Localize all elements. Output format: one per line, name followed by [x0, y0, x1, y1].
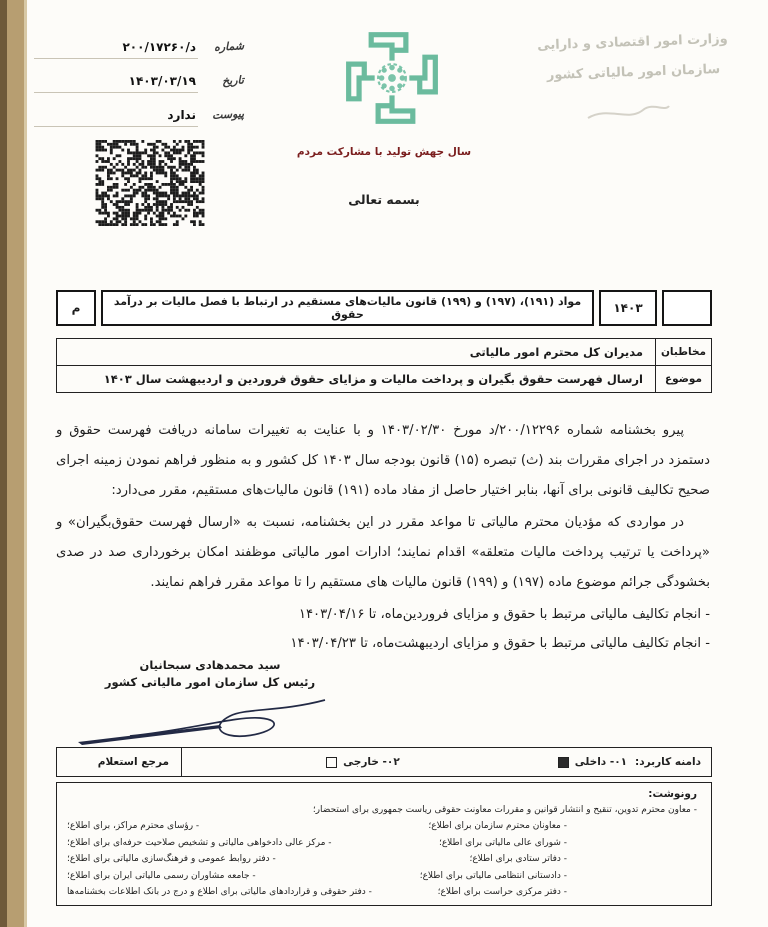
- subject-row: [57, 366, 711, 392]
- cc-distribution-box: [56, 782, 712, 906]
- cc-item: - دفتر مرکزی حراست برای اطلاع؛: [437, 887, 567, 897]
- date-label: تاریخ: [221, 73, 245, 88]
- cc-left-column: [67, 818, 382, 901]
- signature-block: [90, 658, 330, 689]
- cc-item: - شورای عالی مالیاتی برای اطلاع؛: [438, 837, 567, 848]
- cc-item: - جامعه مشاوران رسمی مالیاتی ایران برای اطلاع؛: [67, 870, 256, 881]
- deadline-bullets: [56, 600, 710, 658]
- number-value: ۲۰۰/۱۷۲۶۰/د: [122, 40, 196, 54]
- attachment-underline: [34, 126, 198, 127]
- cc-columns: [67, 818, 697, 901]
- number-label: شماره: [213, 39, 245, 54]
- internal-checkbox-checked: [558, 757, 569, 768]
- classification-year-box: ۱۴۰۳: [599, 290, 657, 326]
- cc-item: - معاونان محترم سازمان برای اطلاع؛: [428, 821, 567, 831]
- cc-item-full: - معاون محترم تدوین، تنقیح و انتشار قوانین و مقررات معاونت حقوقی ریاست جمهوری برای استحضار؛: [312, 805, 697, 815]
- scope-internal: [558, 756, 627, 768]
- faint-letterhead: [517, 24, 749, 92]
- scan-edge-strip: [0, 0, 30, 927]
- cc-item: - دفتر حقوقی و قراردادهای مالیاتی برای اطلاع و درج در بانک اطلاعات بخشنامه‌ها: [67, 887, 372, 897]
- classification-title-box: مواد (۱۹۱)، (۱۹۷) و (۱۹۹) قانون مالیات‌های مستقیم در ارتباط با فصل مالیات بر درآمد حقوق: [101, 290, 594, 326]
- subject-value: ارسال فهرست حقوق بگیران و پرداخت مالیات و مزایای حقوق فروردین و اردیبهشت سال ۱۴۰۳: [103, 372, 643, 386]
- cc-heading: رونوشت:: [648, 788, 697, 800]
- cc-item: - دفتر روابط عمومی و فرهنگ‌سازی مالیاتی برای اطلاع؛: [67, 854, 276, 864]
- date-underline: [34, 92, 198, 93]
- besmele-text: بسمه تعالی: [348, 192, 420, 207]
- subject-label: موضوع: [655, 366, 711, 392]
- year-slogan: سال جهش تولید با مشارکت مردم: [296, 146, 472, 158]
- number-underline: [34, 58, 198, 59]
- scope-external: [326, 756, 400, 768]
- signer-name: سید محمدهادی سبحانیان: [139, 658, 281, 672]
- number-row: [34, 36, 244, 70]
- cc-item-full-text: معاون محترم تدوین، تنقیح و انتشار قوانین و مقررات معاونت حقوقی ریاست جمهوری برای استحضار؛: [312, 805, 691, 815]
- scope-main-cell: [182, 748, 711, 776]
- cc-item: - مرکز عالی دادخواهی مالیاتی و تشخیص صلاحیت حرفه‌ای برای اطلاع؛: [67, 837, 332, 848]
- cc-item: - دادستانی انتظامی مالیاتی برای اطلاع؛: [419, 870, 567, 881]
- external-checkbox-unchecked: [326, 757, 337, 768]
- scope-label: دامنه کاربرد:: [635, 756, 701, 768]
- addressee-row: [57, 339, 711, 366]
- reference-cell: مرجع استعلام: [57, 748, 182, 776]
- scope-internal-label: ۰۱- داخلی: [574, 756, 628, 768]
- classification-empty-box: [662, 290, 712, 326]
- body-paragraph-1: پیرو بخشنامه شماره ۲۰۰/۱۲۲۹۶/د مورخ ۱۴۰۳/۰۲/۳۰ و با عنایت به تغییرات سامانه دریافت فهرست حقوق و دستمزد در اجرای مقررات بند (ث) تبصره (۱۵) قانون بودجه سال ۱۴۰۳ کل کشور و به منظور فراهم نمودن زمینه اجرای صحیح تکالیف قانونی برای آنها، بنابر اختیار حاصل از مفاد ماده (۱۹۱) قانون مالیات‌های مستقیم، مقرر می‌دارد:: [56, 423, 710, 498]
- classification-row: [56, 290, 712, 326]
- addressee-label: مخاطبان: [655, 339, 711, 365]
- cc-item: - رؤسای محترم مراکز، برای اطلاع؛: [67, 821, 200, 831]
- ministry-name: وزارت امور اقتصادی و دارایی: [536, 31, 728, 54]
- date-row: [34, 70, 244, 104]
- cc-item: - دفاتر ستادی برای اطلاع؛: [469, 854, 567, 864]
- scope-row: [56, 747, 712, 777]
- handwritten-signature: [70, 686, 340, 748]
- signer-title: رئیس کل سازمان امور مالیاتی کشور: [104, 675, 316, 689]
- classification-letter-box: م: [56, 290, 96, 326]
- attachment-label: پیوست: [211, 107, 245, 122]
- deadline-bullet-1: - انجام تکالیف مالیاتی مرتبط با حقوق و مزایای فروردین‌ماه، تا ۱۴۰۳/۰۴/۱۶: [298, 607, 710, 622]
- deadline-bullet-2: - انجام تکالیف مالیاتی مرتبط با حقوق و مزایای اردیبهشت‌ماه، تا ۱۴۰۳/۰۴/۲۳: [290, 636, 710, 651]
- addressee-subject-table: [56, 338, 712, 393]
- organization-name: سازمان امور مالیاتی کشور: [546, 61, 721, 84]
- cc-right-column: [382, 818, 697, 901]
- attachment-value: ندارد: [167, 108, 196, 122]
- barcode-image: [95, 140, 205, 226]
- letter-meta-fields: [34, 36, 244, 138]
- attachment-row: [34, 104, 244, 138]
- scope-external-label: ۰۲- خارجی: [343, 756, 400, 768]
- date-value: ۱۴۰۳/۰۳/۱۹: [128, 74, 196, 88]
- tax-administration-logo-icon: [334, 26, 450, 130]
- body-paragraph-2: در مواردی که مؤدیان محترم مالیاتی تا مواعد مقرر در این بخشنامه، نسبت به «ارسال فهرست حقوق‌بگیران» و «پرداخت یا ترتیب پرداخت مالیات متعلقه» اقدام نمایند؛ ادارات امور مالیاتی موظفند امکان برخورداری صد در صدی بخشودگی جرائم موضوع ماده (۱۹۷) و (۱۹۹) قانون مالیات های مستقیم را تا مواعد مقرر فراهم نمایند.: [56, 515, 710, 590]
- letter-body: [56, 416, 710, 658]
- addressee-value: مدیران کل محترم امور مالیاتی: [469, 345, 643, 359]
- faint-signature-squiggle: [583, 96, 673, 126]
